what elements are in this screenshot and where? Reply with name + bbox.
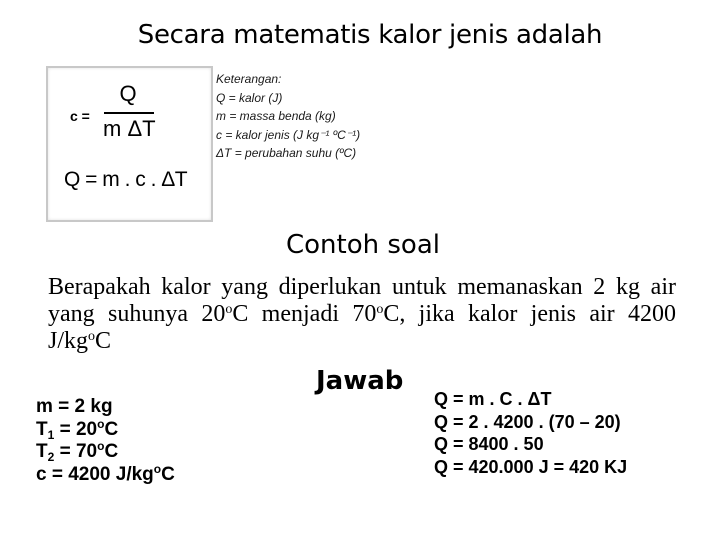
solution-steps [434,388,627,478]
legend-item: Q = kalor (J) [216,90,283,105]
slide-title: Secara matematis kalor jenis adalah [137,20,603,50]
question-text: Berapakah kalor yang diperlukan untuk memanaskan 2 kg air yang suhunya 20$^o$C menjadi 70$^o$C, jika kalor jenis air 4200 $J/kg^oC$ [48,274,676,354]
legend-item: ΔT = perubahan suhu (ºC) [216,146,357,160]
formula-lhs: c = [70,108,90,124]
fraction-bar [104,112,154,114]
known-specific-heat: c = 4200 $J/kg^oC$ [36,461,175,485]
known-mass: m = 2 kg [36,396,113,417]
section-heading-jawab: Jawab [316,366,404,396]
known-t2: $T_2 = 70^oC$ [36,439,119,464]
known-values [36,396,175,486]
formula-denominator: m ΔT [103,116,156,141]
solution-step: Q = 8400 . 50 [434,434,544,454]
formula-image [46,66,213,222]
legend-heading: Keterangan: [216,72,282,86]
solution-step: Q = m . C . ΔT [434,389,552,409]
known-t1: $T_1 = 20^oC$ [36,416,119,442]
formula-legend [216,70,376,163]
formula-heat-equation: Q = m . c . ΔT [64,168,188,191]
solution-step: Q = 2 . 4200 . (70 – 20) [434,411,621,432]
section-heading-contoh: Contoh soal [286,230,440,260]
legend-item: m = massa benda (kg) [216,109,336,123]
solution-step: Q = 420.000 J = 420 KJ [434,456,628,477]
formula-numerator: Q [119,81,137,106]
legend-item: c = kalor jenis (J kg⁻¹ ºC⁻¹) [216,127,361,142]
